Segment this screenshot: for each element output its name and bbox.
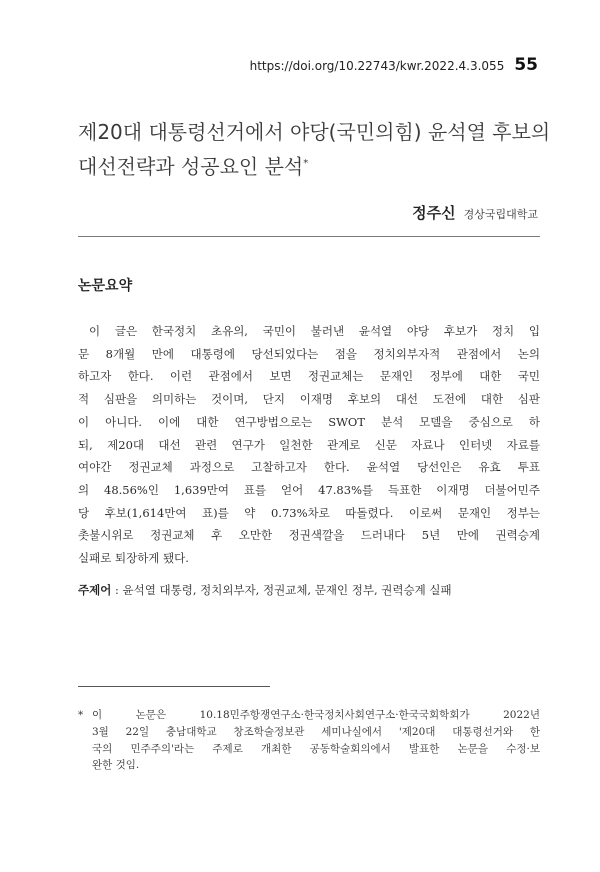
abstract-heading: 논문요약: [78, 278, 133, 294]
footnote-line: [78, 707, 540, 724]
footnote-divider: [78, 686, 270, 687]
title-line-1: 제20대 대통령선거에서 야당(국민의힘) 윤석열 후보의: [78, 120, 551, 144]
running-header: [0, 55, 538, 75]
abstract-line: 실패로 퇴장하게 됐다.: [78, 551, 189, 566]
title-line-2-text: 대선전략과 성공요인 분석: [78, 154, 304, 179]
abstract-line: 이 글은 한국정치 초유의, 국민이 불러낸 윤석열 야당 후보가 정치 입: [89, 324, 540, 338]
abstract-line: 적 심판을 의미하는 것이며, 단지 이재명 후보의 대선 도전에 대한 심판: [78, 392, 540, 407]
abstract-line: 촛불시위로 정권교체 후 오만한 정권색깔을 드러내다 5년 만에 권력승계: [78, 528, 540, 543]
footnote-line: 3월 22일 충남대학교 창조학술정보관 세미나실에서 '제20대 대통령선거와 한: [92, 725, 540, 738]
title-line-2: [78, 148, 538, 183]
footnote: [78, 707, 540, 774]
abstract-body: [78, 320, 540, 570]
abstract-line: 이 아니다. 이에 대한 연구방법으로는 SWOT 분석 모델을 중심으로 하: [78, 414, 540, 429]
author-affiliation: 경상국립대학교: [463, 208, 538, 221]
footnote-line: 국의 민주주의'라는 주제로 개최한 공동학술회의에서 발표한 논문을 수정·보: [92, 742, 540, 755]
keywords-label: 주제어: [78, 583, 112, 597]
abstract-line: 여야간 정권교체 과정으로 고찰하고자 한다. 윤석열 당선인은 유효 투표: [78, 460, 540, 475]
footnote-line: 완한 것임.: [92, 759, 140, 772]
page-number: 55: [514, 55, 538, 75]
keywords-separator: :: [111, 583, 123, 597]
abstract-line: 당 후보(1,614만여 표)를 약 0.73%차로 따돌렸다. 이로써 문재인 정부는: [78, 505, 540, 520]
abstract-line: 되, 제20대 대선 관련 연구가 일천한 관계로 신문 자료나 인터넷 자료를: [78, 437, 540, 452]
author-block: [412, 202, 538, 223]
author-name: 정주신: [412, 204, 456, 222]
footnote-line-text: 이 논문은 10.18민주항쟁연구소·한국정치사회연구소·한국국회학회가 2022년: [92, 709, 540, 721]
keywords: [78, 582, 540, 598]
abstract-line: 문 8개월 만에 대통령에 당선되었다는 점을 정치외부자적 관점에서 논의: [78, 346, 540, 361]
footnote-mark: *: [78, 709, 84, 721]
title-divider: [78, 236, 540, 237]
keywords-text: 윤석열 대통령, 정치외부자, 정권교체, 문재인 정부, 권력승계 실패: [122, 583, 452, 597]
doi-link[interactable]: https://doi.org/10.22743/kwr.2022.4.3.055: [249, 59, 505, 73]
paper-title: [78, 116, 551, 183]
title-footnote-mark: *: [303, 158, 309, 169]
abstract-line: 하고자 한다. 이런 관점에서 보면 정권교체는 문재인 정부에 대한 국민: [78, 369, 540, 384]
abstract-line: 의 48.56%인 1,639만여 표를 얻어 47.83%를 득표한 이재명 더불어민주: [78, 482, 540, 497]
